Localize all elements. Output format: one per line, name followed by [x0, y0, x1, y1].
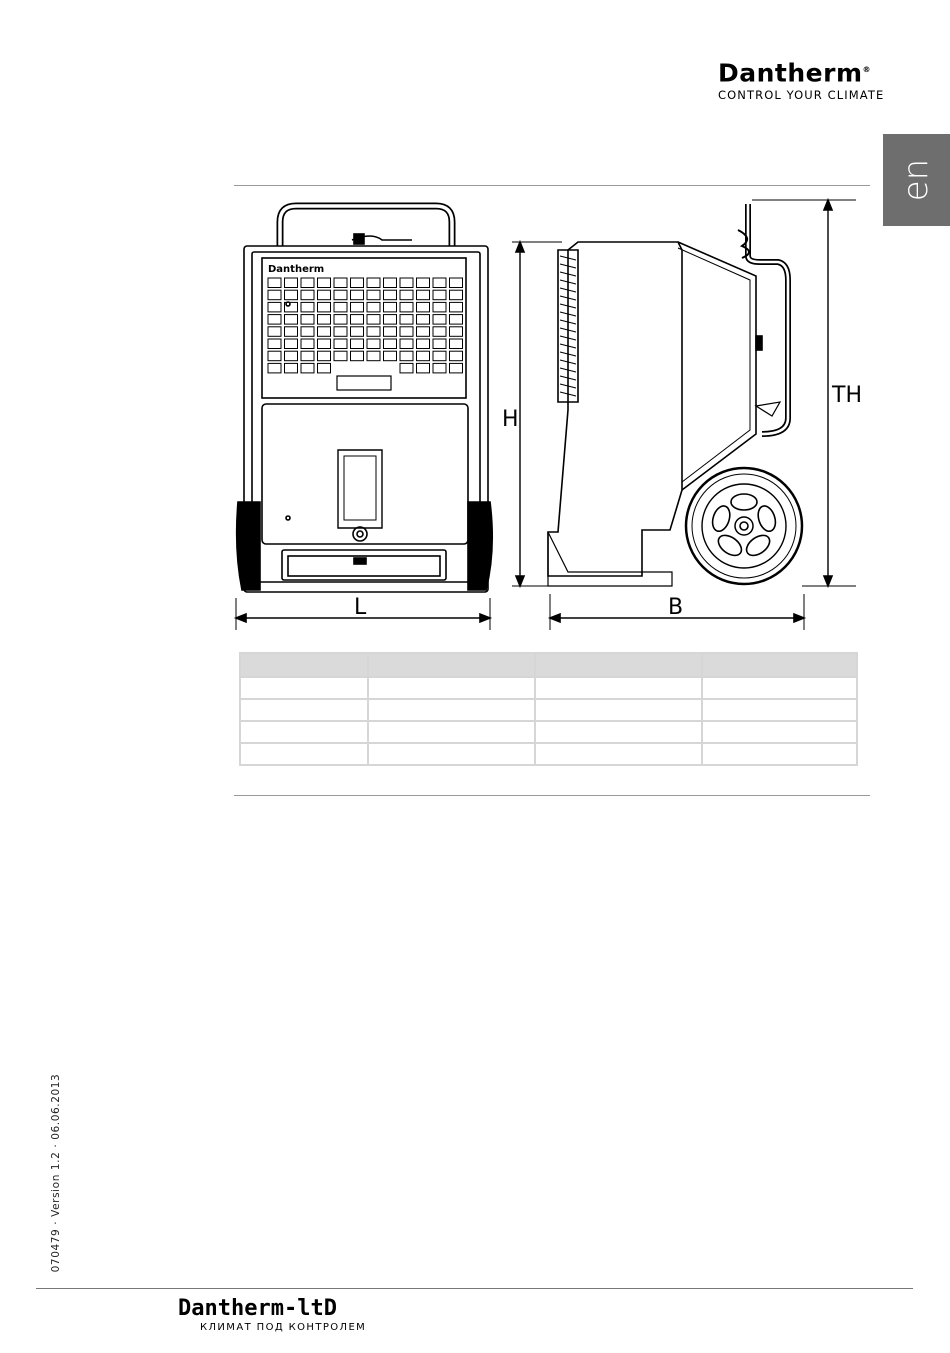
wheel-spoke — [710, 504, 733, 534]
grille-cell — [268, 290, 281, 300]
grille-cell — [400, 363, 413, 373]
grille-cell — [433, 339, 446, 349]
brand-tagline: CONTROL YOUR CLIMATE — [718, 88, 885, 103]
grille-cell — [450, 363, 463, 373]
dealer-logo — [178, 1296, 398, 1333]
dehumidifier-dimension-drawing — [232, 190, 872, 640]
grille-cell — [367, 302, 380, 312]
grille-cell — [433, 363, 446, 373]
table-row — [240, 721, 857, 743]
wheel-spoke — [715, 531, 745, 559]
grille-cell — [334, 290, 347, 300]
grille-cell — [334, 278, 347, 288]
version-text: 070479 · Version 1.2 · 06.06.2013 — [50, 1073, 62, 1273]
grille-cell — [400, 339, 413, 349]
grille-cell — [384, 290, 397, 300]
grille-cell — [450, 278, 463, 288]
grille-cell — [450, 339, 463, 349]
grille-cell — [400, 327, 413, 337]
grille-cell — [351, 339, 364, 349]
grille-cell — [268, 315, 281, 325]
grille-cell — [318, 339, 331, 349]
front-left-wheel — [237, 502, 260, 590]
grille-cell — [268, 363, 281, 373]
grille-cell — [285, 278, 298, 288]
table-cell — [702, 721, 857, 743]
table-header-cell — [535, 653, 702, 677]
grille-cell — [417, 339, 430, 349]
grille-cell — [351, 290, 364, 300]
grille-cell — [417, 351, 430, 361]
grille-cell — [334, 315, 347, 325]
grille-cell — [285, 351, 298, 361]
footer-divider — [36, 1288, 913, 1289]
grille-cell — [417, 327, 430, 337]
grille-cell — [285, 339, 298, 349]
front-panel-brand: Dantherm — [268, 264, 325, 275]
grille-cell — [384, 327, 397, 337]
grille-cell — [417, 363, 430, 373]
grille-cell — [367, 315, 380, 325]
grille-cell — [450, 351, 463, 361]
wheel-spoke — [731, 494, 757, 510]
dimensions-table — [239, 652, 858, 766]
grille-cell — [417, 278, 430, 288]
grille-cell — [268, 302, 281, 312]
grille-cell — [318, 327, 331, 337]
grille-cell — [450, 327, 463, 337]
table-cell — [368, 743, 535, 765]
table-cell — [240, 743, 368, 765]
grille-cell — [433, 302, 446, 312]
table-row — [240, 699, 857, 721]
table-row — [240, 743, 857, 765]
side-body — [548, 242, 682, 576]
grille-cell — [318, 290, 331, 300]
grille-cell — [367, 339, 380, 349]
table-cell — [535, 699, 702, 721]
table-cell — [240, 721, 368, 743]
table-cell — [240, 699, 368, 721]
grille-cell — [450, 315, 463, 325]
height-label: H — [502, 407, 519, 432]
table-header-cell — [368, 653, 535, 677]
length-label: L — [354, 595, 367, 620]
grille-cell — [433, 278, 446, 288]
side-view — [502, 200, 862, 630]
grille-cell — [318, 302, 331, 312]
grille-cell — [334, 302, 347, 312]
grille-cell — [334, 351, 347, 361]
dealer-tagline: КЛИМАТ ПОД КОНТРОЛЕМ — [200, 1322, 367, 1333]
breadth-label: B — [668, 595, 684, 620]
table-cell — [368, 699, 535, 721]
grille-cell — [285, 363, 298, 373]
side-wheel — [686, 468, 802, 584]
grille-cell — [433, 351, 446, 361]
front-right-wheel — [468, 502, 492, 590]
table-cell — [702, 743, 857, 765]
grille-cell — [433, 315, 446, 325]
table-cell — [368, 721, 535, 743]
grille-cell — [334, 327, 347, 337]
grille-cell — [450, 302, 463, 312]
grille-cell — [318, 363, 331, 373]
grille-cell — [318, 351, 331, 361]
grille-cell — [384, 351, 397, 361]
grille-cell — [301, 351, 314, 361]
grille-cell — [400, 290, 413, 300]
table-cell — [535, 677, 702, 699]
table-cell — [240, 677, 368, 699]
brand-logo — [718, 56, 918, 102]
grille-cell — [268, 351, 281, 361]
grille-cell — [450, 290, 463, 300]
grille-cell — [285, 327, 298, 337]
grille-cell — [400, 315, 413, 325]
grille-cell — [334, 339, 347, 349]
grille-cell — [301, 363, 314, 373]
dealer-brand: Dantherm-ltD — [178, 1296, 337, 1321]
grille-cell — [285, 290, 298, 300]
grille-cell — [301, 278, 314, 288]
grille-cell — [417, 315, 430, 325]
grille-cell — [367, 278, 380, 288]
table-cell — [702, 677, 857, 699]
document-version — [49, 1074, 63, 1274]
table-cell — [702, 699, 857, 721]
grille-cell — [351, 351, 364, 361]
table-cell — [535, 743, 702, 765]
grille-cell — [318, 315, 331, 325]
side-handle — [748, 204, 788, 434]
grille-cell — [384, 339, 397, 349]
grille-cell — [351, 327, 364, 337]
grille-cell — [268, 327, 281, 337]
grille-cell — [417, 302, 430, 312]
brand-logo-text: Dantherm® — [718, 58, 872, 88]
front-handle — [280, 206, 452, 246]
total-height-label: TH — [832, 383, 862, 408]
bottom-divider — [234, 795, 870, 796]
table-header-cell — [240, 653, 368, 677]
table-row — [240, 677, 857, 699]
grille-cell — [301, 327, 314, 337]
grille-cell — [400, 278, 413, 288]
front-view — [236, 206, 492, 630]
grille-cell — [351, 302, 364, 312]
table-header-row — [240, 653, 857, 677]
grille-cell — [301, 290, 314, 300]
grille-cell — [400, 302, 413, 312]
grille-cell — [268, 339, 281, 349]
grille-cell — [268, 278, 281, 288]
grille-cell — [351, 315, 364, 325]
grille-cell — [417, 290, 430, 300]
front-water-tank — [262, 404, 468, 544]
grille-cell — [367, 290, 380, 300]
grille-cell — [384, 315, 397, 325]
wheel-spoke — [755, 504, 778, 534]
top-divider — [234, 185, 870, 186]
table-cell — [535, 721, 702, 743]
grille-cell — [433, 327, 446, 337]
language-tab[interactable] — [883, 134, 950, 226]
grille-cell — [301, 315, 314, 325]
wheel-spoke — [743, 531, 773, 559]
grille-cell — [433, 290, 446, 300]
grille-cell — [301, 339, 314, 349]
grille-cell — [384, 278, 397, 288]
grille-cell — [318, 278, 331, 288]
table-cell — [368, 677, 535, 699]
language-tab-label: en — [896, 158, 937, 202]
table-header-cell — [702, 653, 857, 677]
grille-cell — [367, 327, 380, 337]
grille-cell — [384, 302, 397, 312]
grille-cell — [285, 315, 298, 325]
grille-cell — [351, 278, 364, 288]
grille-cell — [367, 351, 380, 361]
grille-cell — [301, 302, 314, 312]
grille-cell — [400, 351, 413, 361]
